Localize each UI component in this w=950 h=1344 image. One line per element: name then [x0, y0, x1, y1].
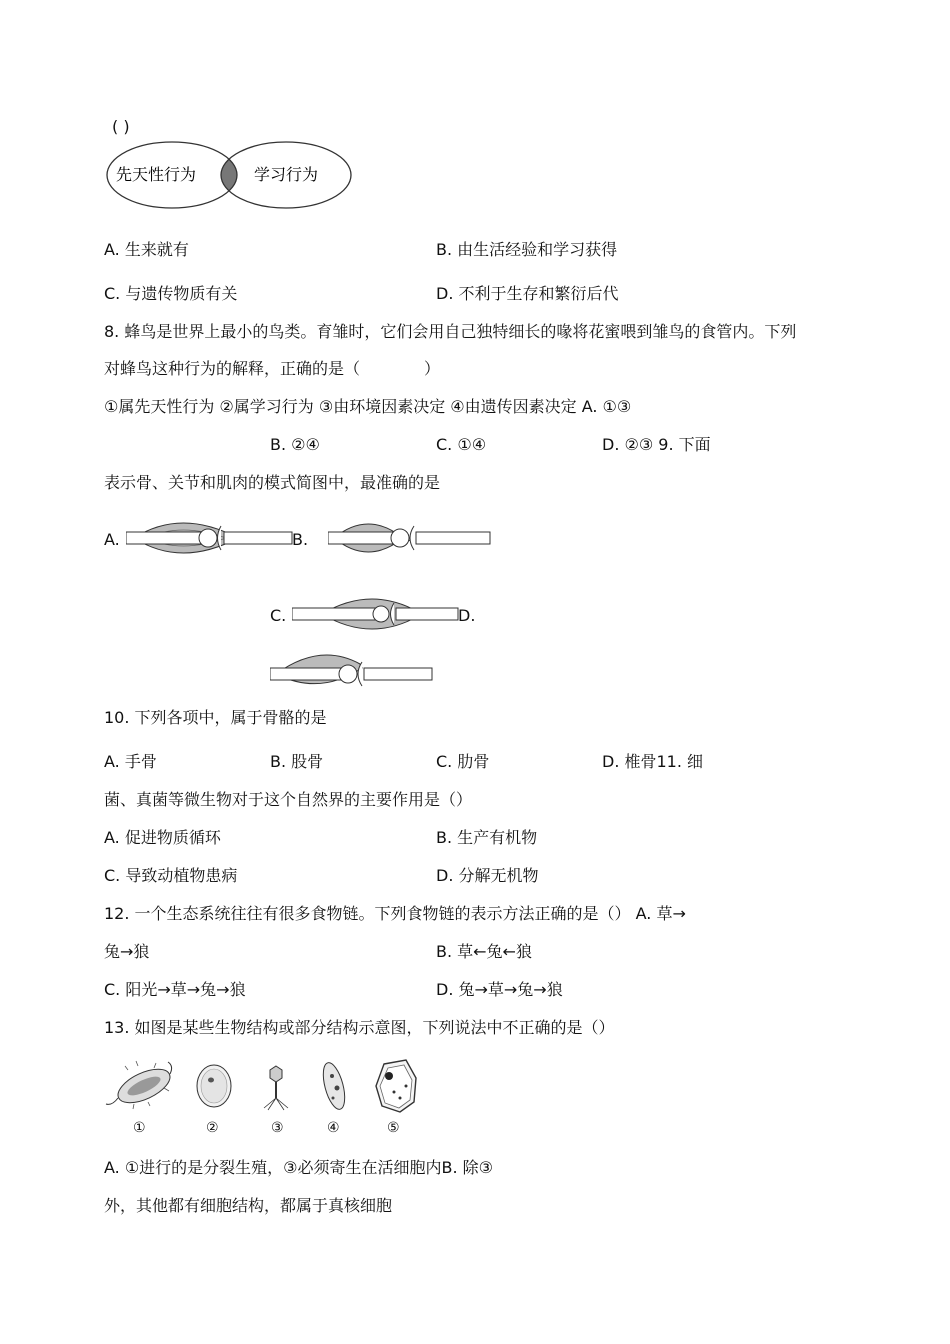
q12-stem: 12. 一个生态系统往往有很多食物链。下列食物链的表示方法正确的是（） A. 草→	[104, 904, 686, 923]
q9-diagram-b	[328, 512, 493, 564]
q11-stem: 菌、真菌等微生物对于这个自然界的主要作用是（）	[104, 790, 473, 809]
q7-option-c: C. 与遗传物质有关	[104, 284, 238, 303]
q7-paren: ( )	[112, 117, 130, 136]
q12-option-b: B. 草←兔←狼	[436, 942, 532, 961]
venn-diagram	[104, 138, 354, 212]
q11-option-b: B. 生产有机物	[436, 828, 538, 847]
organism-label-4: ④	[327, 1120, 340, 1136]
q10-option-d: D. 椎骨11. 细	[602, 752, 704, 771]
q11-option-a: A. 促进物质循环	[104, 828, 221, 847]
organism-label-2: ②	[206, 1120, 219, 1136]
q13-option-a: A. ①进行的是分裂生殖，③必须寄生在活细胞内B. 除③	[104, 1158, 494, 1177]
q9-diagram-a	[126, 512, 296, 564]
q10-option-a: A. 手骨	[104, 752, 157, 771]
q8-option-b: B. ②④	[270, 435, 320, 454]
q9-diagram-c	[292, 588, 462, 640]
paramecium-icon	[319, 1060, 349, 1111]
q8-option-d: D. ②③ 9. 下面	[602, 435, 711, 454]
q8-stem-line2: 对蜂鸟这种行为的解释，正确的是（ ）	[104, 359, 441, 378]
q13-organism-figure	[104, 1058, 424, 1144]
q12-option-a-cont: 兔→狼	[104, 942, 150, 961]
q7-option-a: A. 生来就有	[104, 240, 189, 259]
plant-cell-icon	[376, 1060, 416, 1112]
q9-label-d: D.	[458, 606, 476, 625]
q13-option-b-cont: 外，其他都有细胞结构，都属于真核细胞	[104, 1196, 393, 1215]
q10-option-c: C. 肋骨	[436, 752, 490, 771]
q9-label-a: A.	[104, 530, 120, 549]
q7-option-b: B. 由生活经验和学习获得	[436, 240, 618, 259]
q9-label-b: B.	[292, 530, 309, 549]
q8-stem-line1: 8. 蜂鸟是世界上最小的鸟类。育雏时，它们会用自己独特细长的喙将花蜜喂到雏鸟的食管内。下列	[104, 322, 797, 341]
q13-stem: 13. 如图是某些生物结构或部分结构示意图，下列说法中不正确的是（）	[104, 1018, 615, 1037]
venn-right-label: 学习行为	[254, 165, 319, 184]
cell-round-icon	[197, 1065, 231, 1107]
q10-option-b: B. 股骨	[270, 752, 324, 771]
bacterium-icon	[106, 1061, 175, 1110]
q9-diagram-d	[270, 646, 435, 698]
organism-label-1: ①	[133, 1120, 146, 1136]
q7-option-d: D. 不利于生存和繁衍后代	[436, 284, 619, 303]
q9-stem: 表示骨、关节和肌肉的模式简图中，最准确的是	[104, 473, 441, 492]
virus-icon	[264, 1066, 288, 1110]
organism-label-5: ⑤	[387, 1120, 400, 1136]
venn-left-label: 先天性行为	[116, 165, 197, 184]
q12-option-c: C. 阳光→草→兔→狼	[104, 980, 246, 999]
q10-stem: 10. 下列各项中，属于骨骼的是	[104, 708, 327, 727]
q12-option-d: D. 兔→草→兔→狼	[436, 980, 563, 999]
q11-option-c: C. 导致动植物患病	[104, 866, 238, 885]
organism-label-3: ③	[271, 1120, 284, 1136]
q8-option-c: C. ①④	[436, 435, 487, 454]
q8-stem-line3: ①属先天性行为 ②属学习行为 ③由环境因素决定 ④由遗传因素决定 A. ①③	[104, 397, 632, 416]
q9-label-c: C.	[270, 606, 287, 625]
q11-option-d: D. 分解无机物	[436, 866, 539, 885]
